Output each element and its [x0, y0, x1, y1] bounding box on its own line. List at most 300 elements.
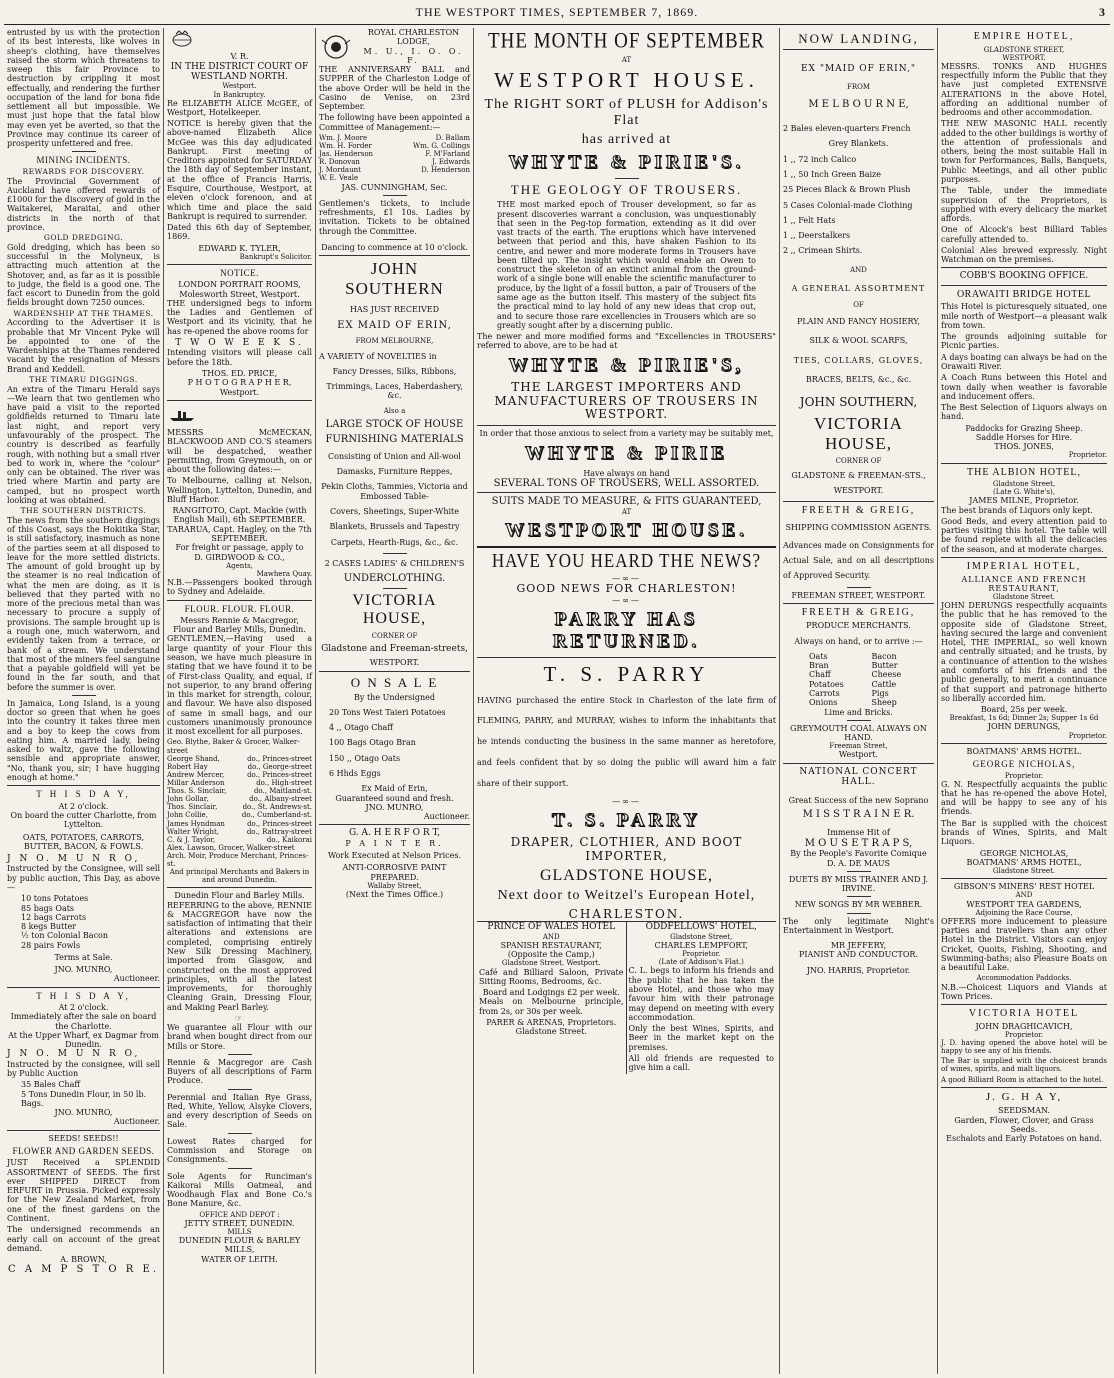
- list-item: [167, 771, 312, 779]
- advances-text: Advances made on Consignments for Actual Sale, and on all descriptions of Approved Security.: [783, 541, 934, 581]
- seeds-text2: The undersigned recommends an early call on account of the great demand.: [7, 1225, 160, 1253]
- sale-guarantee: Guaranteed sound and fresh.: [335, 793, 454, 803]
- arrived-line: has arrived at: [581, 131, 672, 147]
- js-received: HAS JUST RECEIVED: [349, 304, 440, 314]
- imperial-street: Gladstone Street.: [992, 593, 1056, 602]
- divider: [477, 492, 776, 493]
- suits-text: SUITS MADE TO MEASURE, & FITS GUARANTEED,: [491, 496, 762, 508]
- divider: [228, 1089, 252, 1090]
- duets: DUETS BY MISS TRAINER AND J. IRVINE.: [788, 874, 929, 894]
- list-item: 85 bags Oats: [21, 903, 75, 913]
- subhead-dredging: GOLD DREDGING.: [43, 233, 124, 243]
- of-late: (Late of Addison's Flat.): [658, 958, 744, 967]
- js-also: Also a: [383, 406, 406, 415]
- list-item-street: do., Princes-street: [247, 770, 312, 779]
- albion-proprietor: JAMES MILNE, Proprietor.: [969, 496, 1079, 506]
- gn-signature: GEORGE NICHOLAS,: [979, 848, 1069, 858]
- flour-and: And principal Merchants and Bakers in and around Dunedin.: [169, 868, 310, 885]
- notice-place: Westport.: [219, 387, 260, 397]
- column-4: [474, 28, 780, 1374]
- melbourne: M E L B O U R N E,: [808, 98, 909, 110]
- list-item: Bacon: [871, 651, 897, 661]
- herfort-next: (Next the Times Office.): [345, 889, 444, 899]
- headline-at: AT: [621, 56, 632, 65]
- gibson-text: OFFERS more inducement to pleasure parties and travellers than any other Hotel in the District. Visitors can enjoy Cricket, Quoits, Fishing, Shooting, and Swimming-baths; also Pleasure Boats on a beautiful Lake.: [941, 916, 1107, 973]
- list-item: [319, 134, 470, 142]
- mills-text: REFERRING to the above, RENNIE & MACGREGOR have now the satisfaction of intimating that their alterations and extensions are completed, comprising entirely New Silk Dressing Machinery, imported from Glasgow, and constructed on the most approved principles, with all the latest improvements, for thoroughly Cleaning Grain, Dressing Flour, and Making Pearl Barley.: [167, 900, 312, 1012]
- miss-trainer: M I S S T R A I N E R.: [802, 808, 915, 820]
- notice-role: P H O T O G R A P H E R,: [187, 378, 292, 388]
- albion-text: The best brands of Liquors only kept.: [941, 505, 1093, 515]
- shipping-vessel-2: TARARUA, Capt. Hagley, on the 7th SEPTEMBER.: [167, 524, 312, 543]
- list-item-name: C. & J. Taylor,: [167, 835, 216, 844]
- divider: [783, 763, 934, 764]
- always-on-hand: Have always on hand: [583, 468, 670, 478]
- heading-mining: MINING INCIDENTS.: [36, 155, 131, 166]
- divider: [941, 743, 1107, 744]
- ad2-role: Auctioneer.: [113, 1117, 160, 1127]
- list-item-street: do., Princes-street: [247, 819, 312, 828]
- prince-of-wales-ad: [477, 922, 627, 1074]
- mouse-traps: M O U S E T R A P S,: [804, 837, 913, 849]
- albion-text2: Good Beds, and every attention paid to parties visiting this hotel. The table will be found replete with all the delicacies of the season, and at moderate charges.: [941, 516, 1107, 554]
- cobbs-booking: COBB'S BOOKING OFFICE.: [959, 271, 1089, 282]
- albion-hotel: THE ALBION HOTEL,: [967, 466, 1081, 478]
- list-item: [167, 803, 312, 811]
- flour-testimonial-list: [167, 738, 312, 868]
- orawaiti-text7: Saddle Horses for Hire.: [975, 432, 1073, 442]
- ad2-signature: JNO. MUNRO,: [54, 1108, 113, 1118]
- hay-text2: Eschalots and Early Potatoes on hand.: [946, 1134, 1102, 1144]
- mills-rates: Lowest Rates charged for Commission and Storage on Consignments.: [167, 1136, 312, 1165]
- column-5: [780, 28, 938, 1374]
- list-item: Grey Blankets.: [828, 139, 889, 149]
- mills-label: MILLS: [227, 1227, 252, 1236]
- hand-pointer-icon: ☞: [234, 1013, 245, 1023]
- vic-text2: The Bar is supplied with the choicest brands of wines, spirits, and malt liquors.: [941, 1057, 1107, 1074]
- divider: [941, 463, 1107, 464]
- committee-member: Jas. Henderson: [319, 150, 374, 159]
- list-item: [167, 836, 312, 844]
- list-item-name: Arch. Moir, Produce Merchant, Princes-st.: [167, 851, 309, 869]
- gladstone-house: GLADSTONE HOUSE,: [539, 866, 714, 884]
- list-item: 4 ,, Otago Chaff: [329, 723, 394, 733]
- divider: [941, 1004, 1107, 1005]
- list-item-street: do., St. Andrews-st.: [242, 803, 312, 812]
- ad2-heading: T H I S D A Y,: [36, 990, 131, 1001]
- list-item: [167, 763, 312, 771]
- vh-corner: CORNER OF: [371, 631, 418, 640]
- seeds-place: C A M P S T O R E.: [8, 1264, 159, 1276]
- notice-text: THE undersigned begs to inform the Ladies and Gentlemen of Westport and its vicinity, that he has re-opened the above rooms for: [167, 298, 312, 336]
- lodge-text: THE ANNIVERSARY BALL and SUPPER of the Charleston Lodge of the above Order will be held in the Casino de Venise, on 23rd September.: [319, 65, 470, 112]
- orawaiti-hotel: ORAWAITI BRIDGE HOTEL: [956, 288, 1092, 300]
- masthead-title: THE WESTPORT TIMES, SEPTEMBER 7, 1869.: [415, 5, 699, 19]
- ad-terms: Terms at Sale.: [54, 952, 113, 962]
- divider: [941, 1087, 1107, 1088]
- mills-heading: Dunedin Flour and Barley Mills.: [174, 891, 305, 901]
- divider: [847, 587, 871, 588]
- list-item: Onions: [809, 698, 838, 708]
- ad-signature: JNO. MUNRO,: [54, 965, 113, 975]
- committee-member: W. E. Veale: [319, 174, 359, 183]
- herfort-name: G. A. H E R F O R T,: [348, 828, 441, 839]
- gibson-tea: WESTPORT TEA GARDENS,: [966, 899, 1082, 909]
- imperial-hotel: IMPERIAL HOTEL,: [966, 560, 1082, 572]
- herfort-paint: ANTI-CORROSIVE PAINT PREPARED.: [342, 863, 447, 882]
- imperial-text: JOHN DERUNGS respectfully acquaints the public that he has removed to the opposite side of Gladstone Street, having secured the large and convenient Hotel, THE IMPERIAL, so well known and centrally situated; and he trusts, by a continuance of attention to the wishes and comforts of his friends and the public generally, to merit a continuance of that support and patronage hitherto so liberally accorded him.: [941, 601, 1107, 703]
- divider: [228, 1054, 252, 1055]
- list-item-name: Robert Hay: [167, 762, 208, 771]
- list-item: [167, 779, 312, 787]
- court-text: NOTICE is hereby given that the above-named Elizabeth Alice McGee was this day adjudicated Bankrupt. First meeting of Creditors appointed for SATURDAY the 18th day of September instant, at the office of Francis Harris, Esquire, Courthouse, Westport, at eleven o'clock forenoon, and at which time and place the said Bankrupt is required to surrender.: [167, 119, 312, 221]
- ex-ship: EX "MAID OF ERIN,": [800, 64, 916, 75]
- column-1: [4, 28, 164, 1374]
- seeds-text: JUST Received a SPLENDID ASSORTMENT of SEEDS. The first ever SHIPPED DIRECT from ERFURT in Prussia. Picked expressly for the New Zealand Market, from one of the finest gardens on the Continent.: [7, 1158, 160, 1224]
- divider: [847, 896, 871, 897]
- empire-text2: THE NEW MASONIC HALL recently added to the other buildings is worthy of the attention of professionals and others, being the most suitable Hall in town for Performances, Balls, Banquets, Public Meetings, and all other public purposes.: [941, 119, 1107, 184]
- divider: [7, 1130, 160, 1131]
- mr-jeffery: MR JEFFERY,: [830, 941, 887, 951]
- list-item: [167, 844, 312, 852]
- of-name: ODDFELLOWS' HOTEL,: [645, 922, 757, 933]
- empire-street: GLADSTONE STREET,: [983, 45, 1065, 54]
- immense-hit: Immense Hit of: [827, 828, 890, 838]
- divider: [383, 588, 407, 589]
- imperial-signature: JOHN DERUNGS,: [987, 722, 1061, 732]
- imperial-board: Board, 25s per week.: [980, 705, 1068, 715]
- westport-2: Westport.: [838, 750, 879, 760]
- list-item: 6 Hhds Eggs: [329, 768, 381, 778]
- divider: [7, 987, 160, 988]
- list-item-name: George Shand,: [167, 754, 220, 763]
- orawaiti-text6: Paddocks for Grazing Sheep.: [965, 423, 1083, 433]
- flour-heading: FLOUR. FLOUR. FLOUR.: [184, 603, 295, 614]
- subhead-rewards: REWARDS FOR DISCOVERY.: [22, 166, 145, 176]
- ad-items: [7, 894, 160, 950]
- geology-text: THE most marked epoch of Trouser development, so far as present discoveries warrant a conclusion, was unquestionably that seen in the Peg-top formation, extending as it did over vast tracts of the earth. The eruptions which have intervened between that period and this, have shaken Fashion to its centre, and newer and more moderate forms in Trousers have been tilted up. The insight which would enable an Owen to construct the skeleton of an extinct animal from the ground-work of a single bone will enable the scientific manufacturer to produce, by the light of a fossil button, a pair of Trousers of the same age as the button itself. This mastery of the subject fits the practical mind to lay hold of any new ideas that crop out, and to secure those rare excellencies in Trousers which are so greatly sought after by a discerning public.: [497, 200, 756, 330]
- list-item-street: do., George-street: [247, 762, 312, 771]
- gibson-text3: N.B.—Choicest Liquors and Viands at Town Prices.: [941, 982, 1107, 1001]
- divider: [7, 785, 160, 786]
- list-item: ½ ton Colonial Bacon: [21, 931, 109, 941]
- js-line: Carpets, Hearth-Rugs, &c., &c.: [330, 537, 459, 547]
- divider: [72, 151, 96, 152]
- divider: [847, 913, 871, 914]
- vh-name: VICTORIA HOUSE,: [352, 591, 437, 628]
- peoples-favorite: By the People's Favorite Comique: [790, 849, 927, 859]
- ad2-items: [7, 1080, 160, 1108]
- divider: [228, 1133, 252, 1134]
- always-label: Always on hand, or to arrive :—: [794, 636, 923, 646]
- only-legitimate: The only legitimate Night's Entertainment in Westport.: [783, 916, 934, 935]
- subhead-warden: WARDENSHIP AT THE THAMES.: [13, 308, 154, 318]
- shipping-agent: D. GIRDWOOD & CO.,: [194, 552, 285, 562]
- ornament-icon: —∞—: [612, 573, 641, 583]
- tons-of-trousers: SEVERAL TONS OF TROUSERS, WELL ASSORTED.: [493, 477, 760, 489]
- gladstone-freeman: GLADSTONE & FREEMAN-STS.,: [791, 470, 926, 480]
- sale-ex: Ex Maid of Erin,: [361, 784, 428, 794]
- seeds-subheading: FLOWER AND GARDEN SEEDS.: [12, 1145, 155, 1156]
- shipping-agents: Agents,: [226, 561, 253, 570]
- list-item: [167, 811, 312, 819]
- js-line: Damasks, Furniture Reppes,: [336, 467, 453, 477]
- sale-signature: JNO. MUNRO,: [365, 802, 424, 812]
- list-item: 2 Bales eleven-quarters French: [783, 124, 911, 134]
- list-item: Pigs: [871, 689, 889, 699]
- court-signature: EDWARD K. TYLER,: [198, 243, 281, 253]
- list-item: 10 tons Potatoes: [21, 894, 89, 904]
- para-southern: The news from the southern diggings of this Coast, says the Hokitika Star, is still satisfactory, inasmuch as none of the parties seem at all disposed to leave for the more settled districts. The amount of gold brought up by the steamer is no real indication of what the men are doing, as it is believed that they parted with no more of the precious metal than was necessary to procure a supply of provisions. The sample brought up is a rough one, much waterworn, and evidently taken from a terrace, or bank of a stream. We understand that most of the miners feel sanguine that a payable goldfield will yet be found in the far south, and that before the summer is over.: [7, 515, 160, 692]
- herfort-street: Wallaby Street,: [367, 881, 422, 890]
- list-item: 100 Bags Otago Bran: [329, 738, 416, 748]
- notice-studio: LONDON PORTRAIT ROOMS,: [178, 280, 301, 290]
- gibson-adjoining: Adjoining the Race Course,: [975, 908, 1073, 917]
- pw-cafe: Café and Billiard Saloon, Private Sitting Rooms, Bedrooms, &c.: [479, 967, 624, 986]
- good-news: GOOD NEWS FOR CHARLESTON!: [516, 582, 737, 596]
- whyte-pirie-banner: WHYTE & PIRIE'S.: [508, 152, 745, 174]
- divider: [167, 264, 312, 265]
- divider: [783, 501, 934, 502]
- subhead-timaru: THE TIMARU DIGGINGS.: [29, 375, 138, 384]
- list-item: [167, 852, 312, 868]
- js-from: FROM MELBOURNE,: [355, 337, 434, 346]
- gibson-and: AND: [1015, 891, 1033, 900]
- flour-firm: Messrs Rennie & Macgregor,: [180, 615, 299, 625]
- court-role: Bankrupt's Solicitor.: [239, 252, 312, 261]
- general-assortment: A GENERAL ASSORTMENT: [791, 283, 926, 293]
- column-2: [164, 28, 316, 1374]
- divider: [477, 546, 776, 548]
- landing-items: [783, 124, 934, 255]
- vic-text: J. D. having opened the above hotel will be happy to see any of his friends.: [941, 1039, 1107, 1056]
- ad2-place: Immediately after the sale on board the Charlotte.: [10, 1012, 157, 1031]
- pw-proprietors: PARER & ARENAS, Proprietors.: [486, 1017, 617, 1027]
- whyte-pirie-banner-2: WHYTE & PIRIE'S,: [508, 354, 745, 376]
- list-item: Chaff: [809, 670, 831, 680]
- coal-line: GREYMOUTH COAL ALWAYS ON HAND.: [790, 723, 927, 743]
- masthead-rule: [4, 24, 1110, 25]
- js-variety: A VARIETY of NOVELTIES in: [319, 351, 437, 361]
- great-success: Great Success of the new Soprano: [788, 795, 929, 805]
- list-item: 150 ,, Otago Oats: [329, 753, 401, 763]
- divider: [941, 267, 1107, 268]
- list-item: [167, 787, 312, 795]
- list-item-name: James Hyndman: [167, 819, 225, 828]
- notice-weeks: T W O W E E K S.: [175, 338, 304, 349]
- pw-place: Gladstone Street.: [515, 1027, 587, 1037]
- para-rewards: The Provincial Government of Auckland have offered rewards of £1000 for the discovery of gold in the Waitakerei, Maraitai, and other districts in the north of that province.: [7, 176, 160, 232]
- jg-hay: J. G. H A Y,: [985, 1090, 1063, 1103]
- freeth-greig: FREETH & GREIG,: [801, 505, 916, 517]
- freeth-greig-2: FREETH & GREIG,: [801, 606, 916, 618]
- mills-street: JETTY STREET, DUNEDIN.: [184, 1218, 295, 1228]
- imperial-meals: Breakfast, 1s 6d; Dinner 2s; Supper 1s 6d: [949, 714, 1099, 723]
- hotel-ads-row: [477, 921, 776, 1074]
- list-item: [319, 174, 470, 182]
- draper-line: DRAPER, CLOTHIER, AND BOOT IMPORTER,: [510, 834, 743, 863]
- scarfs: SILK & WOOL SCARFS,: [809, 336, 908, 346]
- list-item: [167, 820, 312, 828]
- list-item: 2 ,, Crimean Shirts.: [783, 246, 863, 256]
- para-timaru: An extra of the Timaru Herald says —We learn that two gentlemen who have paid a visit to the reported goldfields returned to Timaru late last night, and report very unfavourably of the prospect. The country is described as fearfully rough, with nothing but a small river bed to work in, where the "colour" only can be obtained. The river was tried where Martin and party are camped, but no prospect worth looking at was obtained.: [7, 384, 160, 505]
- empire-text: MESSRS. TONKS AND HUGHES respectfully inform the Public that they have just completed EXTENSIVE ALTERATIONS in the above Hotel, affording an additional number of bedrooms and other accommodation.: [941, 61, 1107, 118]
- divider: [167, 600, 312, 601]
- pianist: PIANIST AND CONDUCTOR.: [799, 950, 918, 960]
- list-item-name: Thos. S. Sinclair,: [167, 787, 227, 796]
- js-cases: 2 CASES LADIES' & CHILDREN'S: [324, 558, 465, 568]
- whyte-pirie-banner-3: WHYTE & PIRIE: [525, 442, 728, 464]
- orawaiti-text5: The Best Selection of Liquors always on hand.: [941, 403, 1107, 422]
- list-item-name: Geo. Blythe, Baker & Grocer, Walker-street: [167, 738, 300, 755]
- ad-goods: OATS, POTATOES, CARROTS, BUTTER, BACON, & FOWLS.: [22, 832, 145, 851]
- js-consist: Consisting of Union and All-wool: [328, 451, 461, 461]
- pw-name: PRINCE OF WALES HOTEL: [487, 922, 616, 933]
- list-item: 5 Tons Dunedin Flour, in 50 lb. Bags.: [21, 1089, 147, 1108]
- headline-september: THE MONTH OF SEPTEMBER: [488, 29, 765, 54]
- flour-mills: Flour and Barley Mills, Dunedin.: [173, 625, 306, 635]
- list-item-name: Andrew Mercer,: [167, 770, 225, 779]
- list-item-street: do., Princes-street: [247, 754, 312, 763]
- ts-parry-banner: T. S. PARRY: [551, 809, 702, 831]
- gibson-text2: Accommodation Paddocks.: [976, 974, 1072, 983]
- ts-parry-text: HAVING purchased the entire Stock in Charleston of the late firm of FLEMING, PARRY, and MURRAY, wishes to inform the inhabitants that he intends conducting the business in the same manner as heretofore, and feels confident that by so doing the public will award him a fair share of their support.: [477, 695, 776, 788]
- list-item: 1 ,, Felt Hats: [783, 215, 836, 225]
- empire-hotel: EMPIRE HOTEL,: [973, 31, 1075, 42]
- braces: BRACES, BELTS, &c., &c.: [805, 374, 912, 384]
- de-maus: D. A. DE MAUS: [826, 858, 891, 868]
- column-3: [316, 28, 474, 1374]
- hosiery: PLAIN AND FANCY HOSIERY,: [796, 317, 921, 327]
- committee-member: Wm. G. Collings: [413, 142, 470, 151]
- court-heading: IN THE DISTRICT COURT OF WESTLAND NORTH.: [170, 61, 309, 82]
- orawaiti-text3: A days boating can always be had on the Orawaiti River.: [941, 352, 1107, 372]
- divider: [383, 553, 407, 554]
- largest-importers: THE LARGEST IMPORTERS AND MANUFACTURERS OF TROUSERS IN WESTPORT.: [494, 379, 759, 422]
- freeman-street-2: Freeman Street,: [829, 742, 888, 751]
- gn-text2: The Bar is supplied with the choicest brands of Wines, Spirits, and Malt Liquors.: [941, 818, 1107, 847]
- pw-street: Gladstone Street, Westport.: [501, 959, 601, 968]
- committee-member: D. Henderson: [421, 166, 470, 175]
- vic-text3: A good Billiard Room is attached to the hotel.: [941, 1075, 1104, 1084]
- column-6: [938, 28, 1110, 1374]
- list-item-street: do., Maitland-st.: [253, 787, 312, 796]
- js-furnishing: FURNISHING MATERIALS: [325, 434, 464, 446]
- news-heading: HAVE YOU HEARD THE NEWS?: [491, 549, 762, 572]
- ad2-body: Instructed by the consignee, will sell by Public Auction: [7, 1059, 160, 1079]
- ornament-icon: —∞—: [612, 595, 641, 605]
- lodge-text2: The following have been appointed a Committee of Management:—: [319, 113, 470, 132]
- committee-member: D. Ballam: [435, 133, 470, 142]
- pw-board: Board and Lodgings £2 per week.: [482, 988, 620, 998]
- js-name-2: JOHN SOUTHERN,: [799, 395, 918, 410]
- royal-crest-icon: [167, 30, 197, 48]
- divider: [228, 1168, 252, 1169]
- court-re: Re ELIZABETH ALICE McGEE, of Westport, Hotelkeeper.: [167, 98, 312, 117]
- list-item-name: Alex. Lawson, Grocer, Walker-street: [167, 843, 295, 852]
- flour-text: GENTLEMEN,—Having used a large quantity of your Flour this season, we have much pleasure in stating that we have found it to be of First-class Quality, and equal, if not superior, to any brand offering in this market for strength, colour, and flavour. We have also disposed of same in small bags, and our customers unanimously pronounce it most excellent for all purposes.: [167, 634, 312, 737]
- now-landing: NOW LANDING,: [798, 31, 919, 46]
- list-item: 1 ,, 50 Inch Green Baize: [783, 170, 882, 180]
- newer-text: The newer and more modified forms and "Excellencies in TROUSERS" referred to above, are to be had at: [477, 332, 776, 351]
- herfort-work: Work Executed at Nelson Prices.: [327, 851, 462, 860]
- corner-label: CORNER OF: [835, 456, 882, 465]
- of-street: Gladstone Street,: [670, 932, 733, 941]
- shipping-apply: For freight or passage, apply to: [175, 543, 304, 553]
- mills-guarantee: We guarantee all Flour with our brand when bought direct from our Mills or Store.: [167, 1023, 312, 1051]
- pw-meals: Meals on Melbourne principle, from 2s, or 30s per week.: [479, 997, 624, 1016]
- committee-member: F. M'Farland: [425, 150, 470, 159]
- committee-member: J. Edwards: [432, 158, 470, 167]
- list-item: Potatoes: [809, 679, 844, 689]
- list-item: 1 ,, Deerstalkers: [783, 231, 851, 241]
- divider: [847, 720, 871, 721]
- auctioneer-name: J N O. M U N R O,: [7, 1049, 141, 1060]
- js-line: Blankets, Brussels and Tapestry: [329, 522, 460, 532]
- divider: [941, 285, 1107, 286]
- orawaiti-signature: THOS. JONES,: [994, 442, 1054, 452]
- of-text2: Only the best Wines, Spirits, and Beer in the market kept on the premises.: [628, 1024, 774, 1052]
- lime-bricks: Lime and Bricks.: [824, 707, 893, 717]
- list-item: Sheep: [871, 698, 897, 708]
- next-door: Next door to Weitzel's European Hotel,: [497, 888, 756, 904]
- vh-streets: Gladstone and Freeman-streets,: [321, 643, 468, 654]
- list-item: Butter: [871, 661, 898, 671]
- list-item-street: do., Cumberland-st.: [241, 811, 312, 820]
- list-item: [319, 142, 470, 150]
- of-role: Proprietor.: [682, 950, 721, 959]
- list-item: 8 kegs Butter: [21, 922, 77, 932]
- lodge-heading: ROYAL CHARLESTON LODGE,: [367, 28, 460, 47]
- js-line: Covers, Sheetings, Super-White: [329, 507, 459, 516]
- shipping-route: To Melbourne, calling at Nelson, Wellington, Lyttelton, Dunedin, and Bluff Harbor.: [167, 476, 312, 504]
- list-item-street: do., Rattray-street: [246, 827, 312, 836]
- list-item: [167, 755, 312, 763]
- steamship-icon: [167, 406, 197, 424]
- js-line: Fancy Dresses, Silks, Ribbons,: [332, 366, 457, 376]
- list-item: [319, 158, 470, 166]
- of-label: OF: [853, 300, 864, 309]
- court-date: Dated this 6th day of September, 1869.: [167, 223, 312, 242]
- albion-late: (Late G. White's),: [993, 488, 1055, 497]
- shipping-agents: SHIPPING COMMISSION AGENTS.: [785, 522, 932, 532]
- mills-name: DUNEDIN FLOUR & BARLEY MILLS,: [178, 1236, 301, 1255]
- imperial-sub: ALLIANCE AND FRENCH RESTAURANT,: [961, 574, 1087, 593]
- empire-text3: The Table, under the immediate supervision of the Proprietors, is supplied with every delicacy the market affords.: [941, 186, 1107, 224]
- divider: [783, 603, 934, 604]
- shipping-nb: N.B.—Passengers booked through to Sydney and Adelaide.: [167, 577, 312, 597]
- produce-merchants: PRODUCE MERCHANTS.: [806, 621, 911, 631]
- concert-hall: NATIONAL CONCERT HALL.: [799, 766, 918, 788]
- list-item: 20 Tons West Taieri Potatoes: [329, 707, 446, 717]
- para-jamaica: In Jamaica, Long Island, is a young doctor so green that when he goes into the country it takes three men and a boy to keep the cows from eating him. A married lady, being asked to waltz, gave the following sensible and appropriate answer, "No, thank you, sir; I have hugging enough at home.": [7, 698, 160, 782]
- mills-office: OFFICE AND DEPOT :: [199, 1210, 280, 1219]
- plush-line: The RIGHT SORT of PLUSH for Addison's Flat: [484, 96, 769, 128]
- js-line: Trimmings, Laces, Haberdashery, &c.: [326, 382, 463, 401]
- divider: [383, 195, 407, 196]
- shipping-text: MESSRS McMECKAN, BLACKWOOD AND CO.'S steamers will be despatched, weather permitting, from Greymouth, on or about the following dates:—: [167, 428, 312, 475]
- list-item-name: Millar Anderson: [167, 778, 225, 787]
- list-item: Oats: [809, 651, 828, 661]
- charleston: CHARLESTON.: [568, 906, 685, 921]
- albion-street: Gladstone Street,: [992, 480, 1056, 489]
- of-text3: All old friends are requested to give him a call.: [628, 1053, 774, 1073]
- notice-heading: NOTICE.: [220, 267, 259, 278]
- shipping-vessel-1: RANGITOTO, Capt. Mackie (with English Mail), 6th SEPTEMBER.: [172, 506, 307, 525]
- lodge-committee: [319, 134, 470, 183]
- and-label: AND: [850, 265, 867, 274]
- list-item-street: do., Kaikorai: [266, 835, 312, 844]
